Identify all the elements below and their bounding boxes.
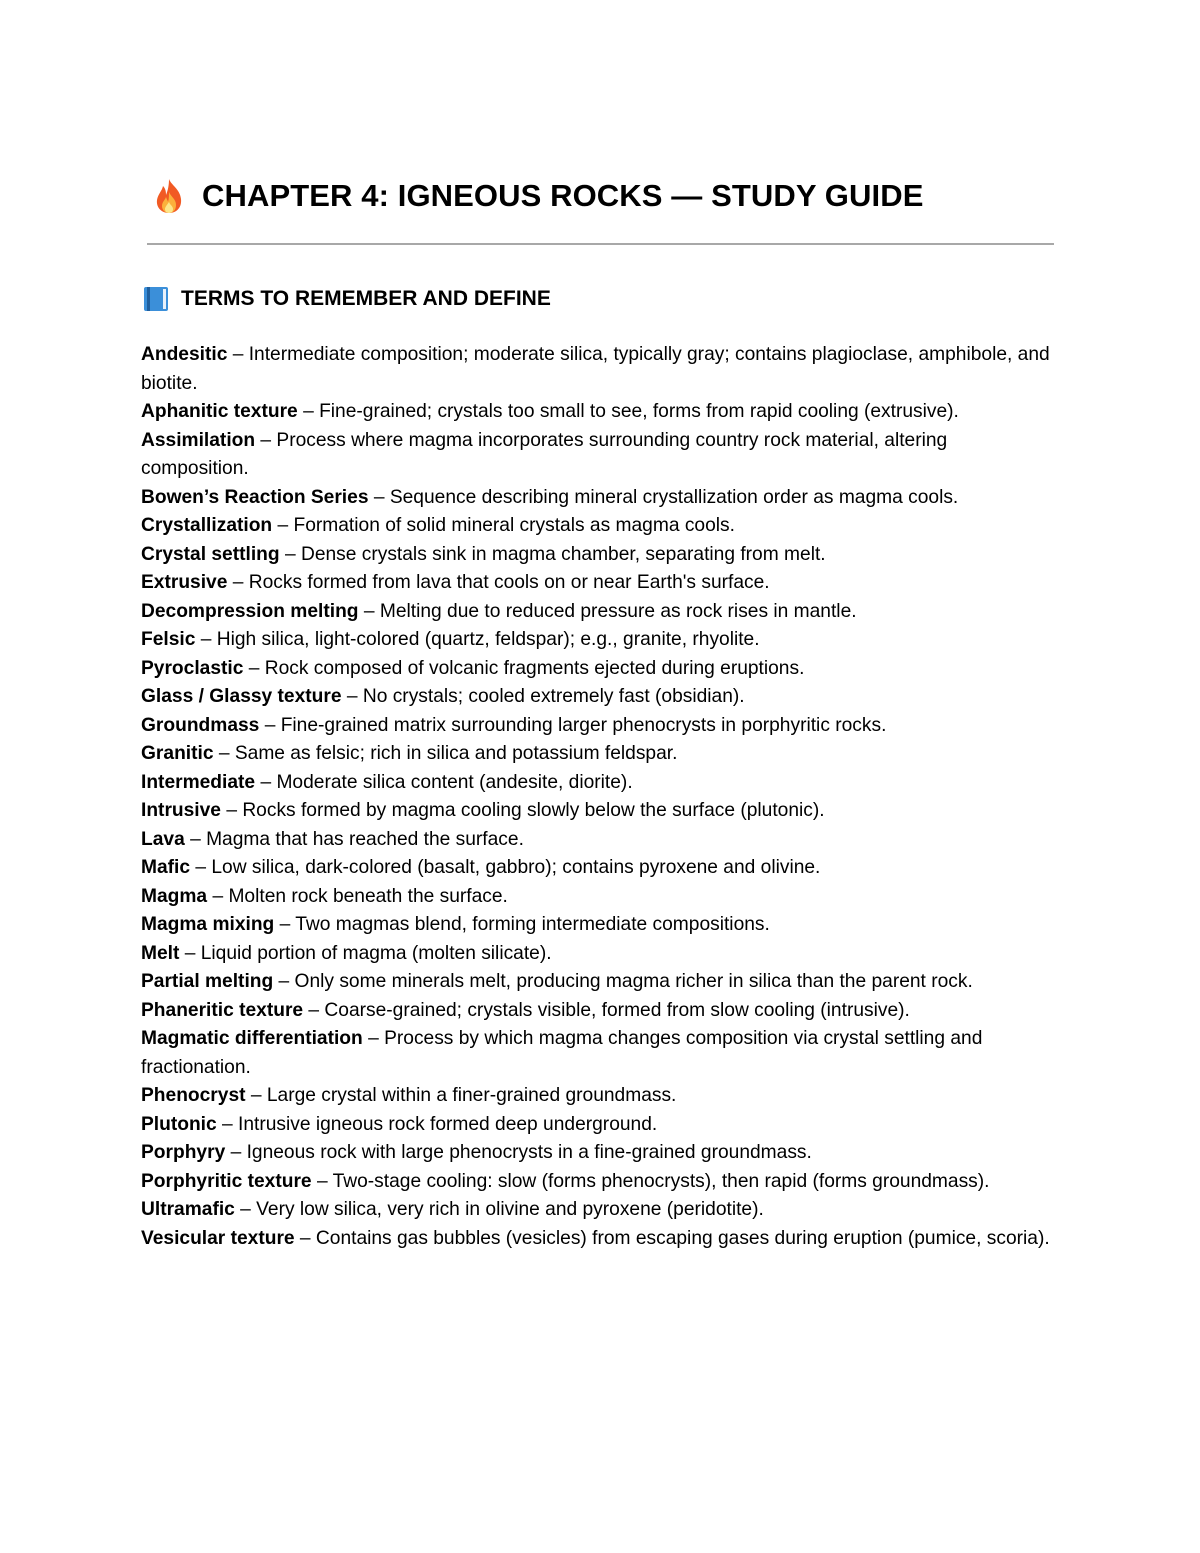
term-entry [141,712,1056,741]
term-definition: – Process by which magma changes composition via crystal settling and fractionation. [141,1028,983,1078]
term-name: Granitic [141,743,214,764]
term-definition: – Fine-grained; crystals too small to see, forms from rapid cooling (extrusive). [297,401,959,422]
term-entry [141,769,1056,798]
term-entry [141,398,1056,427]
term-definition: – Contains gas bubbles (vesicles) from escaping gases during eruption (pumice, scoria). [294,1227,1050,1249]
term-name: Assimilation [141,429,256,451]
term-entry [141,598,1056,627]
term-entry [141,997,1056,1026]
term-definition: – Magma that has reached the surface. [184,828,524,850]
term-entry [141,569,1056,598]
term-entry [141,1111,1056,1140]
page-title [152,172,1072,220]
term-definition: – Intrusive igneous rock formed deep underground. [216,1113,658,1135]
term-definition: – Dense crystals sink in magma chamber, separating from melt. [279,543,826,565]
term-name: Magma mixing [141,914,275,935]
term-definition: – Melting due to reduced pressure as rock rises in mantle. [358,600,857,622]
term-definition: – Very low silica, very rich in olivine and pyroxene (peridotite). [234,1199,764,1220]
term-entry [141,883,1056,912]
term-entry [141,1196,1056,1225]
term-name: Bowen’s Reaction Series [141,486,369,508]
blue-book-icon [143,286,169,312]
page-title-text: CHAPTER 4: IGNEOUS ROCKS — STUDY GUIDE [202,178,924,213]
term-definition: – Two magmas blend, forming intermediate compositions. [274,914,770,935]
term-entry [141,655,1056,684]
term-name: Groundmass [141,714,260,736]
term-definition: – Igneous rock with large phenocrysts in a fine-grained groundmass. [225,1142,812,1163]
term-name: Magma [141,885,208,907]
term-definition: – Same as felsic; rich in silica and potassium feldspar. [213,743,678,764]
term-definition: – Intermediate composition; moderate silica, typically gray; contains plagioclase, amphibole, and biotite. [141,344,1050,394]
term-name: Felsic [141,629,196,650]
term-definition: – Fine-grained matrix surrounding larger phenocrysts in porphyritic rocks. [259,714,887,736]
terms-list [141,341,1056,1253]
term-entry [141,683,1056,712]
term-name: Crystal settling [141,543,280,565]
term-name: Decompression melting [141,600,359,622]
fire-icon [152,178,186,214]
term-entry [141,1139,1056,1168]
term-name: Phaneritic texture [141,999,304,1021]
term-definition: – No crystals; cooled extremely fast (obsidian). [341,686,745,707]
term-definition: – Rocks formed by magma cooling slowly below the surface (plutonic). [220,800,825,821]
term-definition: – Moderate silica content (andesite, diorite). [255,771,633,793]
term-entry [141,1225,1056,1254]
term-entry [141,968,1056,997]
term-name: Mafic [141,857,191,878]
term-name: Crystallization [141,515,273,536]
term-definition: – Only some minerals melt, producing magma richer in silica than the parent rock. [273,971,973,992]
term-definition: – High silica, light-colored (quartz, feldspar); e.g., granite, rhyolite. [195,629,760,650]
term-definition: – Molten rock beneath the surface. [207,885,508,907]
term-name: Lava [141,828,185,850]
term-entry [141,541,1056,570]
term-definition: – Large crystal within a finer-grained groundmass. [245,1085,677,1106]
term-entry [141,740,1056,769]
term-name: Phenocryst [141,1085,246,1106]
term-name: Magmatic differentiation [141,1028,363,1049]
term-name: Extrusive [141,572,228,593]
term-name: Porphyritic texture [141,1170,312,1192]
term-definition: – Rock composed of volcanic fragments ejected during eruptions. [243,657,805,679]
term-name: Andesitic [141,344,228,365]
term-entry [141,854,1056,883]
horizontal-divider [147,243,1054,245]
term-name: Intrusive [141,800,221,821]
term-definition: – Liquid portion of magma (molten silicate). [179,942,552,964]
term-name: Ultramafic [141,1199,235,1220]
term-entry [141,1082,1056,1111]
term-name: Intermediate [141,771,256,793]
term-entry [141,940,1056,969]
term-name: Glass / Glassy texture [141,686,342,707]
term-entry [141,911,1056,940]
term-entry [141,1025,1056,1082]
term-name: Partial melting [141,971,274,992]
term-definition: – Process where magma incorporates surrounding country rock material, altering composition. [141,429,948,479]
term-definition: – Low silica, dark-colored (basalt, gabbro); contains pyroxene and olivine. [190,857,821,878]
term-definition: – Two-stage cooling: slow (forms phenocrysts), then rapid (forms groundmass). [311,1170,990,1192]
term-name: Porphyry [141,1142,226,1163]
section-heading [143,284,551,314]
term-name: Vesicular texture [141,1227,295,1249]
term-definition: – Formation of solid mineral crystals as magma cools. [272,515,735,536]
term-entry [141,826,1056,855]
term-name: Plutonic [141,1113,217,1135]
term-name: Aphanitic texture [141,401,298,422]
term-definition: – Rocks formed from lava that cools on or near Earth's surface. [227,572,770,593]
term-entry [141,427,1056,484]
term-definition: – Coarse-grained; crystals visible, formed from slow cooling (intrusive). [303,999,910,1021]
term-entry [141,797,1056,826]
term-definition: – Sequence describing mineral crystallization order as magma cools. [368,486,959,508]
term-entry [141,626,1056,655]
section-heading-text: TERMS TO REMEMBER AND DEFINE [181,287,551,310]
term-name: Pyroclastic [141,657,244,679]
term-name: Melt [141,942,180,964]
term-entry [141,484,1056,513]
term-entry [141,512,1056,541]
term-entry [141,1168,1056,1197]
term-entry [141,341,1056,398]
